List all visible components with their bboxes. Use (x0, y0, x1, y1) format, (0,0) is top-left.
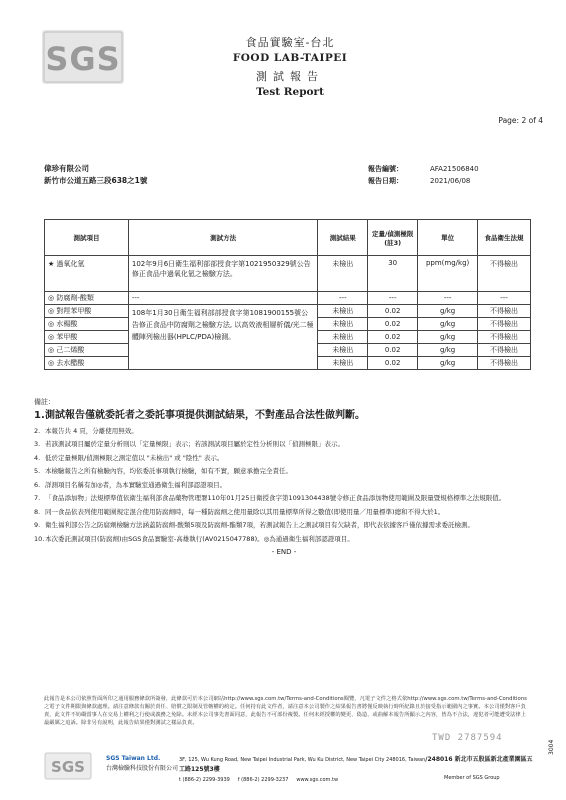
footer-sgs-logo (44, 752, 92, 780)
report-date-label: 報告日期： (368, 177, 403, 185)
notes-section (34, 397, 534, 557)
results-table (44, 219, 531, 370)
row-limit: 0.02 (368, 318, 418, 331)
legal-disclaimer: 此報告是本公司依照背面所印之通用服務條款所簽發，此條款可於本公司網站http://www.sgs.com.tw/Terms-and-Conditions閱覽，凡電子文件之格式依http://www.sgs.com.tw/Terms-and-Conditions之電子文件期限與條款處理。請注意條款有關於責任、賠償之限制及管轄權的約定。任何持有此文件者，請注意本公司製作之結果報告書將僅反映執行時所紀錄且於接受指示範圍內之事實。本公司僅對客戶負責，此文件不妨礙當事人在交易上權利之行使或義務之免除。未經本公司事先書面同意，此報告不可部份複製。任何未經授權的變更、偽造、或曲解本報告所顯示之內容，皆為不合法，違犯者可能遭受法律上最嚴厲之追訴。除非另有說明，此報告結果僅對測試之樣品負責。 (44, 696, 527, 726)
lab-name-en: FOOD LAB-TAIPEI (232, 52, 348, 64)
address-en: 3F, 125, Wu Kung Road, New Taipei Industrial Park, Wu Ku District, New Taipei City 248016, Taiwan (179, 757, 426, 763)
row-method: --- (128, 292, 318, 305)
row-unit: g/kg (418, 318, 478, 331)
note-item: 5. 本檢驗報告之所有檢驗內容，均依委託事項執行檢驗，如有不實，願意承擔完全責任。 (34, 467, 292, 475)
serial-number: TWD 2787594 (432, 733, 503, 743)
member-of-sgs: Member of SGS Group (444, 775, 500, 781)
end-marker: - END - (271, 548, 297, 556)
sgs-logo (40, 28, 126, 86)
report-title-en: Test Report (256, 86, 324, 98)
note-item: 9. 衛生福利部公告之防腐劑檢驗方法涵蓋防腐劑-酸類5項及防腐劑-酯類7項，若測試報告上之測試項目有欠缺者，即代表依據客戶僅依據需求委託檢測。 (34, 521, 474, 529)
row-regulation: --- (478, 292, 531, 305)
table-row (45, 305, 531, 318)
client-name: 偉珍有限公司 (44, 164, 89, 173)
row-limit: 0.02 (368, 357, 418, 370)
row-limit: 0.02 (368, 344, 418, 357)
preservative-method: 108年1月30日衛生福利部部授食字第1081900155號公告修正食品中防腐劑之檢驗方法, 以高效液相層析儀/光二極體陣列檢出器(HPLC/PDA)檢測。 (128, 305, 318, 370)
col-method: 測試方法 (128, 220, 318, 256)
phone: t (886-2) 2299-3939 (179, 777, 230, 783)
note-item: 7. 「食品添加物」法規標準值依衛生福利部食品藥物管理署110年01月25日衛授食字第1091304438號令修正食品添加物使用範圍及限量暨規格標準之法規限值。 (34, 494, 506, 502)
row-regulation: 不得檢出 (478, 344, 531, 357)
row-item: 己二烯酸 (56, 346, 85, 354)
row-limit: 0.02 (368, 305, 418, 318)
report-date: 2021/06/08 (430, 177, 471, 185)
row-method: 102年9月6日衛生福利部部授食字第1021950329號公告修正食品中過氧化氫之檢驗方法。 (128, 256, 318, 292)
row-mark: ◎ (48, 346, 55, 354)
row-item: 對羥苯甲酸 (56, 307, 92, 315)
note-item: 8. 同一食品依表列使用範圍規定混合使用防腐劑時，每一種防腐劑之使用量除以其用量標準所得之數值(即使用量／用量標準)總和不得大於1。 (34, 507, 445, 516)
row-limit: --- (368, 292, 418, 305)
row-regulation: 不得檢出 (478, 318, 531, 331)
page-footer (44, 752, 534, 786)
row-unit: g/kg (418, 305, 478, 318)
lab-name-zh: 食品實驗室-台北 (245, 36, 335, 49)
col-unit: 單位 (418, 220, 478, 256)
website-link[interactable]: www.sgs.com.tw (296, 777, 339, 783)
row-item: 過氧化氫 (56, 260, 85, 268)
row-unit: g/kg (418, 357, 478, 370)
client-address: 新竹市公道五路三段638之1號 (44, 176, 148, 185)
col-item: 測試項目 (45, 220, 129, 256)
row-mark: ◎ (48, 294, 55, 302)
row-item: 防腐劑-酸類 (56, 294, 94, 302)
row-result: 未檢出 (318, 318, 368, 331)
row-mark: ◎ (48, 320, 55, 328)
note-item: 4. 低於定量極限/偵測極限之測定值以 "未檢出" 或 "陰性" 表示。 (34, 453, 224, 462)
report-meta (368, 163, 479, 187)
row-regulation: 不得檢出 (478, 256, 531, 292)
page-number: Page: 2 of 4 (498, 116, 543, 125)
fax: f (886-2) 2299-3237 (237, 777, 289, 783)
row-result: --- (318, 292, 368, 305)
report-no: AFA21506840 (430, 165, 479, 173)
col-limit: 定量/偵測極限 (註3) (368, 220, 418, 256)
row-regulation: 不得檢出 (478, 357, 531, 370)
row-result: 未檢出 (318, 305, 368, 318)
row-regulation: 不得檢出 (478, 305, 531, 318)
col-result: 測試結果 (318, 220, 368, 256)
svg-text:SGS: SGS (45, 40, 121, 78)
address-zh: /248016 新北市五股區新北產業園區五工路125號3樓 (179, 756, 533, 773)
row-unit: g/kg (418, 331, 478, 344)
row-result: 未檢出 (318, 344, 368, 357)
row-mark: ★ (48, 260, 55, 268)
table-row (45, 256, 531, 292)
report-header (190, 34, 390, 98)
report-no-label: 報告編號： (368, 165, 403, 173)
table-header-row (45, 220, 531, 256)
note-item: 2. 本報告共 4 頁，分離使用無效。 (34, 426, 138, 435)
row-result: 未檢出 (318, 357, 368, 370)
notes-label: 備註： (34, 398, 55, 406)
row-mark: ◎ (48, 333, 55, 341)
row-item: 水楊酸 (56, 320, 78, 328)
report-title-zh: 測試報告 (256, 70, 324, 83)
company-name-zh: 台灣檢驗科技股份有限公司 (106, 765, 179, 772)
row-unit: --- (418, 292, 478, 305)
row-mark: ◎ (48, 359, 55, 367)
row-limit: 30 (368, 256, 418, 292)
col-regulation: 食品衛生法規 (478, 220, 531, 256)
row-mark: ◎ (48, 307, 55, 315)
row-result: 未檢出 (318, 256, 368, 292)
svg-text:SGS: SGS (51, 758, 85, 776)
footer-company (106, 754, 178, 774)
row-unit: ppm(mg/kg) (418, 256, 478, 292)
side-code: 3004 (548, 739, 555, 755)
row-limit: 0.02 (368, 331, 418, 344)
row-regulation: 不得檢出 (478, 331, 531, 344)
client-block (44, 163, 147, 187)
table-row (45, 292, 531, 305)
company-name-en: SGS Taiwan Ltd. (106, 755, 161, 762)
row-item: 去水醋酸 (56, 359, 85, 367)
row-result: 未檢出 (318, 331, 368, 344)
row-item: 苯甲酸 (56, 333, 78, 341)
note-item: 1. 測試報告僅就委託者之委託事項提供測試結果，不對產品合法性做判斷。 (34, 410, 365, 421)
note-item: 6. 詳測項目名稱有加◎者，為本實驗室通過衛生福利部認證項目。 (34, 480, 227, 489)
note-item: 3. 若該測試項目屬於定量分析則以「定量極限」表示；若該測試項目屬於定性分析則以「偵測極限」表示。 (34, 440, 344, 448)
row-unit: g/kg (418, 344, 478, 357)
note-item: 10. 本次委託測試項目(防腐劑)由SGS食品實驗室-高雄執行(AV0215047788)。◎為通過衛生福利部認證項目。 (34, 534, 354, 543)
